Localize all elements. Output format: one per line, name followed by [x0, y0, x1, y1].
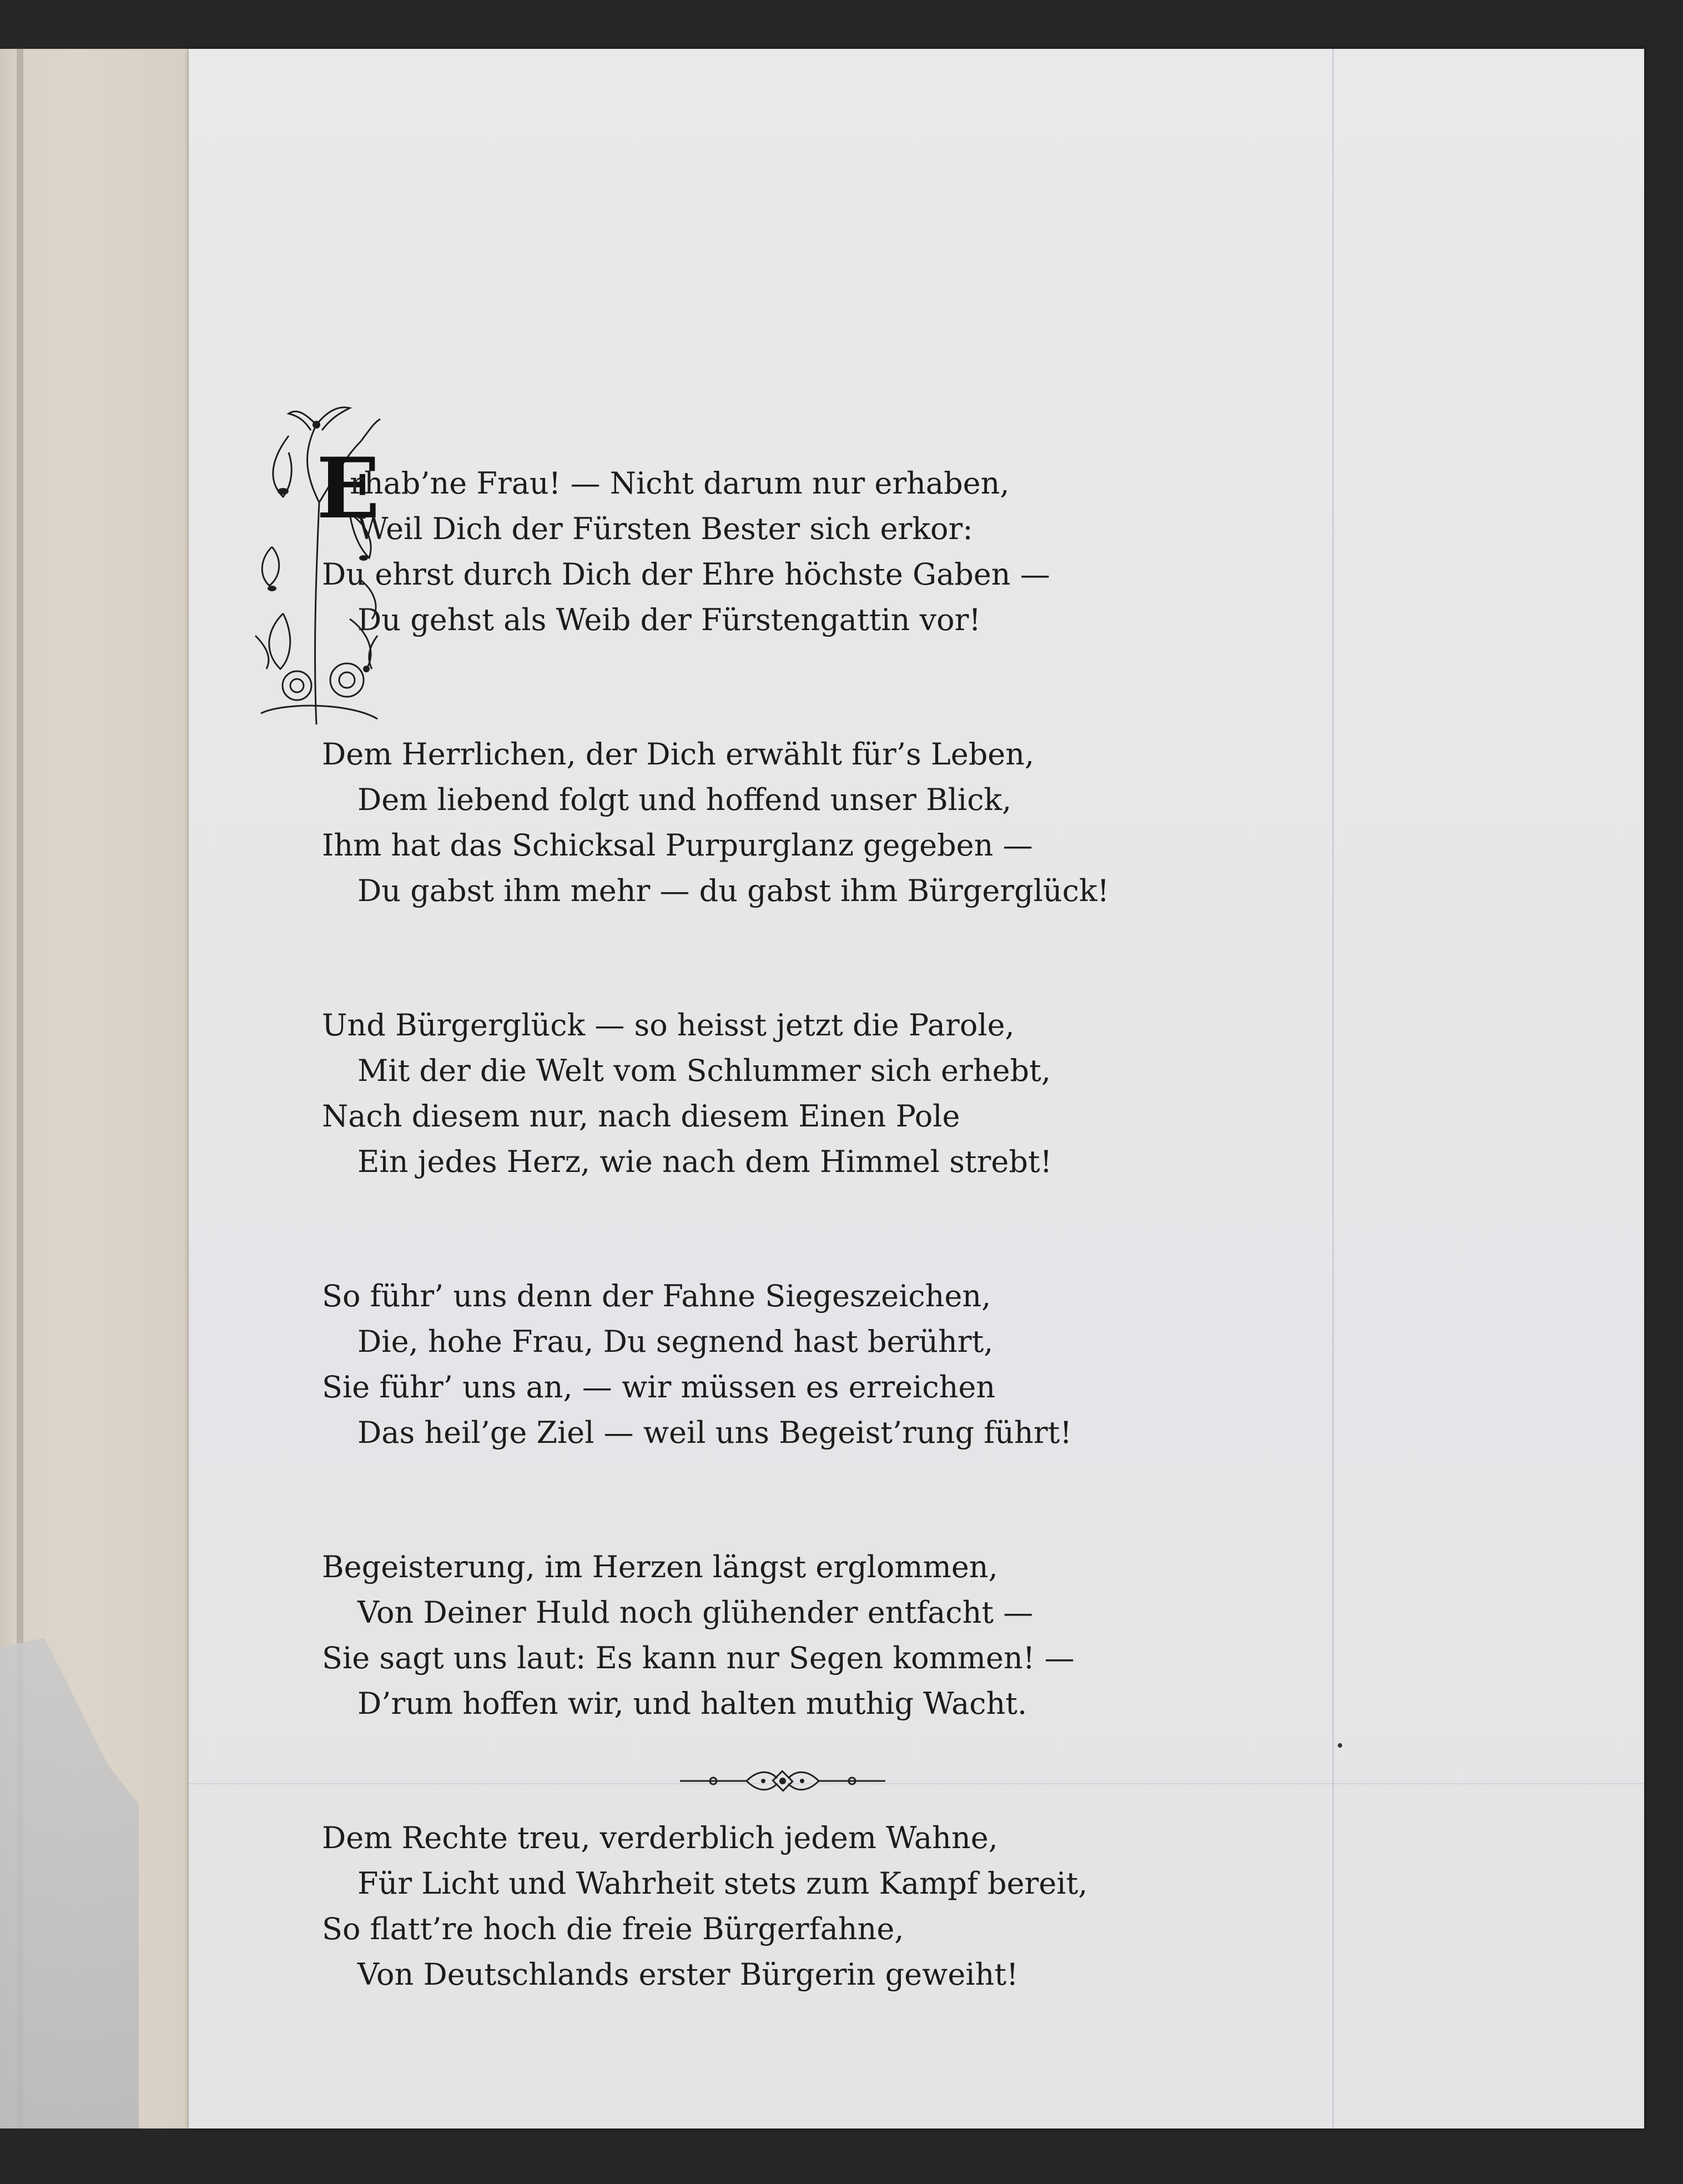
poem-line: Dem Herrlichen, der Dich erwählt für’s Leben,: [322, 737, 1035, 772]
poem-line: Sie führ’ uns an, — wir müssen es erreichen: [322, 1370, 996, 1405]
poem-line: D’rum hoffen wir, und halten muthig Wacht.: [357, 1686, 1027, 1721]
initial-letter: E: [316, 440, 380, 537]
poem-line: So flatt’re hoch die freie Bürgerfahne,: [322, 1911, 904, 1946]
poem-line: Sie sagt uns laut: Es kann nur Segen kommen! —: [322, 1640, 1075, 1675]
poem-line: Von Deutschlands erster Bürgerin geweiht!: [357, 1957, 1019, 1992]
poem-line: Begeisterung, im Herzen längst erglommen,: [322, 1549, 998, 1584]
stanza-5: [211, 1544, 1321, 1727]
poem-line: Ihm hat das Schicksal Purpurglanz gegeben —: [322, 828, 1033, 863]
stanza-3: [211, 1003, 1321, 1185]
poem-line: Du gabst ihm mehr — du gabst ihm Bürgerglück!: [357, 873, 1110, 908]
stanza-6: [211, 1815, 1321, 1997]
poem-line: So führ’ uns denn der Fahne Siegeszeichen,: [322, 1279, 991, 1314]
poem-line: Für Licht und Wahrheit stets zum Kampf bereit,: [357, 1866, 1088, 1901]
stanza-4: [211, 1274, 1321, 1456]
poem-text: [211, 355, 1321, 1997]
floral-fleuron-icon: [680, 1764, 885, 1798]
ink-blot: [1338, 1743, 1342, 1748]
poem-line: Dem liebend folgt und hoffend unser Blick,: [357, 782, 1012, 817]
poem-line: Du gehst als Weib der Fürstengattin vor!: [357, 602, 981, 637]
poem-line: Von Deiner Huld noch glühender entfacht —: [357, 1595, 1034, 1630]
poem-line: rhab’ne Frau! — Nicht darum nur erhaben,: [350, 466, 1010, 501]
vertical-fold-crease: [1332, 49, 1334, 2128]
poem-line: Nach diesem nur, nach diesem Einen Pole: [322, 1099, 960, 1134]
fleuron-ornament: [680, 1764, 885, 1798]
poem-line: Und Bürgerglück — so heisst jetzt die Parole,: [322, 1008, 1015, 1043]
poem-line: Ein jedes Herz, wie nach dem Himmel strebt!: [357, 1144, 1052, 1179]
stanza-2: [211, 732, 1321, 914]
poem-line: Die, hohe Frau, Du segnend hast berührt,: [357, 1324, 994, 1359]
stanza-1: [211, 355, 1321, 643]
poem-line: Weil Dich der Fürsten Bester sich erkor:: [357, 511, 973, 546]
poem-line: Das heil’ge Ziel — weil uns Begeist’rung führt!: [357, 1415, 1072, 1450]
poem-line: Du ehrst durch Dich der Ehre höchste Gaben —: [322, 557, 1050, 592]
poem-line: Dem Rechte treu, verderblich jedem Wahne,: [322, 1820, 998, 1855]
poem-line: Mit der die Welt vom Schlummer sich erhebt,: [357, 1053, 1051, 1088]
